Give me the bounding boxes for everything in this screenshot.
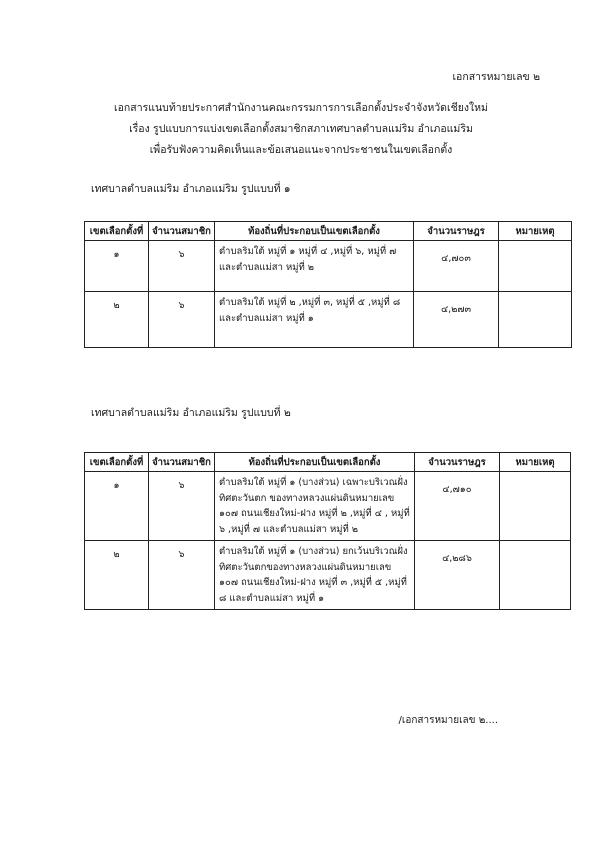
table-row xyxy=(85,241,572,292)
district-cell: ๑ xyxy=(85,472,149,541)
remark-cell xyxy=(500,541,571,610)
col-area-header: ท้องถิ่นที่ประกอบเป็นเขตเลือกตั้ง xyxy=(215,453,415,472)
footer-note: /เอกสารหมายเลข ๒.... xyxy=(398,715,498,726)
members-cell: ๖ xyxy=(149,241,215,292)
col-area-header: ท้องถิ่นที่ประกอบเป็นเขตเลือกตั้ง xyxy=(215,222,414,241)
area-cell: ตำบลริมใต้ หมู่ที่ ๑ (บางส่วน) เฉพาะบริเวณฝั่งทิศตะวันตก ของทางหลวงแผ่นดินหมายเลข ๑๐๗ ถนนเชียงใหม่-ฝาง หมู่ที่ ๒ ,หมู่ที่ ๔ , หมู่ที่ ๖ ,หมู่ที่ ๗ และตำบลแม่สา หมู่ที่ ๒ xyxy=(215,472,415,541)
district-cell: ๒ xyxy=(85,541,149,610)
section-title-2: เทศบาลตำบลแม่ริม อำเภอแม่ริม รูปแบบที่ ๒ xyxy=(91,407,291,419)
header-line-3: เพื่อรับฟังความคิดเห็นและข้อเสนอแนะจากประชาชนในเขตเลือกตั้ง xyxy=(149,144,453,156)
districts-table-1 xyxy=(84,221,572,348)
members-cell: ๖ xyxy=(149,541,215,610)
remark-cell xyxy=(499,292,572,348)
population-cell: ๔,๒๗๓ xyxy=(414,292,499,348)
district-cell: ๒ xyxy=(85,292,149,348)
members-cell: ๖ xyxy=(149,292,215,348)
remark-cell xyxy=(499,241,572,292)
col-district-header: เขตเลือกตั้งที่ xyxy=(85,222,149,241)
col-population-header: จำนวนราษฎร xyxy=(415,453,500,472)
area-cell: ตำบลริมใต้ หมู่ที่ ๒ ,หมู่ที่ ๓, หมู่ที่ ๕ ,หมู่ที่ ๘ และตำบลแม่สา หมู่ที่ ๑ xyxy=(215,292,414,348)
col-population-header: จำนวนราษฎร xyxy=(414,222,499,241)
header-line-2: เรื่อง รูปแบบการแบ่งเขตเลือกตั้งสมาชิกสภาเทศบาลตำบลแม่ริม อำเภอแม่ริม xyxy=(129,123,473,135)
col-remark-header: หมายเหตุ xyxy=(499,222,572,241)
table-row xyxy=(85,472,571,541)
remark-cell xyxy=(500,472,571,541)
document-number: เอกสารหมายเลข ๒ xyxy=(452,71,540,83)
col-members-header: จำนวนสมาชิก xyxy=(149,222,215,241)
districts-table-2 xyxy=(84,452,571,610)
area-cell: ตำบลริมใต้ หมู่ที่ ๑ (บางส่วน) ยกเว้นบริเวณฝั่งทิศตะวันตกของทางหลวงแผ่นดินหมายเลข ๑๐๗ ถนนเชียงใหม่-ฝาง หมู่ที่ ๓ ,หมู่ที่ ๕ ,หมู่ที่ ๘ และตำบลแม่สา หมู่ที่ ๑ xyxy=(215,541,415,610)
area-cell: ตำบลริมใต้ หมู่ที่ ๑ หมู่ที่ ๔ ,หมู่ที่ ๖, หมู่ที่ ๗ และตำบลแม่สา หมู่ที่ ๒ xyxy=(215,241,414,292)
population-cell: ๔,๗๑๐ xyxy=(415,472,500,541)
col-members-header: จำนวนสมาชิก xyxy=(149,453,215,472)
col-district-header: เขตเลือกตั้งที่ xyxy=(85,453,149,472)
district-cell: ๑ xyxy=(85,241,149,292)
header-line-1: เอกสารแนบท้ายประกาศสำนักงานคณะกรรมการการเลือกตั้งประจำจังหวัดเชียงใหม่ xyxy=(114,102,488,114)
col-remark-header: หมายเหตุ xyxy=(500,453,571,472)
population-cell: ๔,๗๐๓ xyxy=(414,241,499,292)
section-title-1: เทศบาลตำบลแม่ริม อำเภอแม่ริม รูปแบบที่ ๑ xyxy=(91,183,291,195)
table-row xyxy=(85,292,572,348)
table-row xyxy=(85,541,571,610)
population-cell: ๔,๒๘๖ xyxy=(415,541,500,610)
members-cell: ๖ xyxy=(149,472,215,541)
